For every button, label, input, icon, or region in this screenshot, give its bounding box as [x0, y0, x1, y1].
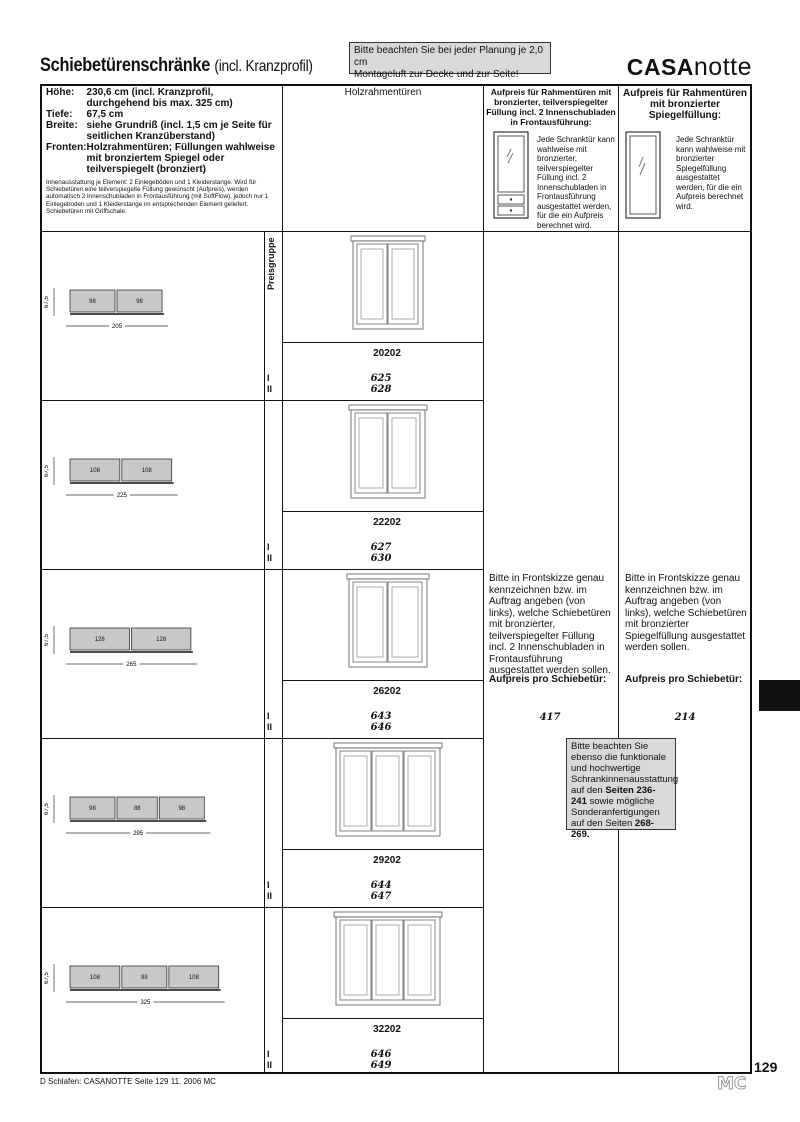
model-prices — [341, 711, 421, 733]
cabinet-front-drawing — [332, 234, 444, 334]
cabinet-front-drawing — [332, 910, 444, 1010]
col4-info-label: Aufpreis pro Schiebetür: — [625, 674, 743, 685]
floor-plan — [44, 282, 244, 342]
brand-logo — [627, 53, 752, 82]
model-number: 20202 — [373, 348, 401, 359]
model-divider-5 — [282, 1018, 483, 1019]
model-prices — [341, 542, 421, 564]
row-divider-1 — [42, 400, 483, 401]
price-group-labels — [267, 373, 272, 395]
model-divider-4 — [282, 849, 483, 850]
col4-surcharge-price: 214 — [674, 712, 696, 723]
cabinet-front-drawing — [332, 741, 444, 841]
teilverspiegelt-door-icon — [493, 131, 529, 219]
cabinet-crown — [351, 236, 425, 241]
col4-note: Jede Schranktür kann wahlweise mit bronzierter Spiegelfüllung ausgestattet werden, für die ein Aufpreis berechnet wird. — [676, 135, 746, 211]
footer: D Schlafen: CASANOTTE Seite 129 11. 2006 MC — [40, 1077, 216, 1086]
spec-value: 230,6 cm (incl. Kranzprofil, durchgehend bis max. 325 cm) — [86, 87, 233, 109]
segment-width-label: 88 — [133, 806, 141, 812]
spec-row — [46, 120, 278, 142]
price-group-label: II — [267, 722, 273, 732]
row-divider-2 — [42, 569, 483, 570]
depth-label: 67,5 — [44, 296, 50, 308]
door-panel — [376, 756, 399, 826]
model-number: 32202 — [373, 1024, 401, 1035]
segment-width-label: 128 — [156, 637, 167, 643]
price-value: 647 — [370, 891, 392, 902]
spec-value: 67,5 cm — [86, 109, 124, 120]
depth-label: 67,5 — [44, 972, 50, 984]
spec-block — [46, 87, 278, 215]
row-divider-4 — [42, 907, 483, 908]
price-value: 644 — [370, 880, 392, 891]
cabinet-crown — [347, 574, 429, 579]
spec-row — [46, 87, 278, 109]
col3-header: Aufpreis für Rahmentüren mit bronzierter, teilverspiegelter Füllung incl. 2 Innenschubladen in Frontausführung: — [486, 87, 616, 127]
segment-width-label: 98 — [89, 299, 96, 305]
price-group-labels — [267, 542, 272, 564]
model-number: 29202 — [373, 855, 401, 866]
price-group-label: II — [267, 891, 273, 901]
door-panel — [392, 249, 414, 319]
col2-header: Holzrahmentüren — [344, 87, 422, 98]
price-value: 625 — [370, 373, 392, 384]
logo-bold: CASA — [626, 54, 694, 80]
door-panel — [408, 756, 431, 826]
model-prices — [341, 1049, 421, 1071]
col-divider-2 — [483, 86, 484, 1072]
price-value: 649 — [370, 1060, 392, 1071]
preisgruppe-label: Preisgruppe — [266, 237, 276, 290]
price-group-labels — [267, 880, 272, 902]
depth-label: 67,5 — [44, 803, 50, 815]
depth-label: 67,5 — [44, 465, 50, 477]
callout-pages-2: 268-269. — [571, 818, 654, 840]
segment-width-label: 98 — [89, 806, 96, 812]
cabinet-front-drawing — [332, 572, 444, 672]
col4-info-text: Bitte in Frontskizze genau kennzeichnen bzw. im Auftrag angeben (von links), welche Schiebetüren mit bronzierter Spiegelfüllung ausgestattet werden sollen. — [625, 573, 747, 653]
price-group-label: I — [267, 711, 270, 721]
door-panel — [357, 587, 383, 657]
callout-pages-1: Seiten 236-241 — [571, 785, 656, 807]
cabinet-front-drawing — [332, 403, 444, 503]
price-value: 630 — [370, 553, 392, 564]
row-divider-3 — [42, 738, 483, 739]
spec-value: Holzrahmentüren; Füllungen wahlweise mit bronziertem Spiegel oder teilverspiegelt (bronziert) — [86, 142, 275, 175]
floor-plan — [44, 451, 244, 511]
spec-key: Höhe: — [46, 87, 75, 98]
segment-width-label: 108 — [188, 975, 199, 981]
col3-surcharge-price: 417 — [539, 712, 561, 723]
col3-info-label: Aufpreis pro Schiebetür: — [489, 674, 607, 685]
spec-row — [46, 109, 278, 120]
planning-note-line-2: Montageluft zur Decke und zur Seite! — [354, 69, 519, 80]
planning-note — [349, 42, 551, 80]
door-panel — [392, 418, 416, 488]
spiegel-door-icon — [625, 131, 661, 219]
model-number: 22202 — [373, 517, 401, 528]
col-divider-3 — [618, 86, 619, 1072]
col4-header: Aufpreis für Rahmentüren mit bronzierter Spiegelfüllung: — [623, 88, 747, 121]
spec-key: Breite: — [46, 120, 78, 131]
callout-mid: sowie mögliche Sonderanfertigungen auf den Seiten — [571, 796, 660, 829]
page-number: 129 — [754, 1059, 778, 1075]
door-panel — [408, 925, 431, 995]
cabinet-crown — [334, 912, 442, 917]
title-sub: (incl. Kranzprofil) — [214, 58, 313, 75]
preisgruppe-divider — [264, 231, 265, 1072]
spec-row — [46, 142, 278, 175]
planning-note-line-1: Bitte beachten Sie bei jeder Planung je 2,0 cm — [354, 45, 544, 68]
door-panel — [359, 418, 383, 488]
page-title — [40, 55, 313, 77]
door-panel — [376, 925, 399, 995]
price-group-label: I — [267, 880, 270, 890]
spec-key: Fronten: — [46, 142, 87, 153]
segment-width-label: 108 — [89, 468, 100, 474]
price-group-label: I — [267, 542, 270, 552]
logo-light: notte — [693, 53, 752, 81]
door-panel — [361, 249, 383, 319]
model-divider-1 — [282, 342, 483, 343]
price-group-label: I — [267, 1049, 270, 1059]
width-label: 295 — [133, 831, 144, 837]
spec-small-text: Innenausstattung je Element: 2 Einlegeböden und 1 Kleiderstange. Wird für Schiebetüren eine teilverspiegelte Füllung gewünscht (Aufpreis), werden automatisch 2 Innenschubladen in Frontausführung (mit SoftFlow), jedoch nur 1 Einlegeboden und 1 Kleiderstange im entsprechenden Element geliefert. Schiebetüren mit Griffschale. — [46, 179, 269, 215]
brand-mark: MC — [717, 1074, 747, 1094]
cabinet-crown — [349, 405, 427, 410]
door-panel — [392, 587, 418, 657]
col3-note: Jede Schranktür kann wahlweise mit bronzierter, teilverspiegelter Füllung incl. 2 Innenschubladen in Frontausführung ausgestattet werden, für die ein Aufpreis berechnet wird. — [537, 135, 615, 230]
model-prices — [341, 373, 421, 395]
price-value: 646 — [370, 1049, 392, 1060]
width-label: 225 — [116, 493, 127, 499]
price-group-labels — [267, 711, 272, 733]
price-group-labels — [267, 1049, 272, 1071]
col-divider-1 — [282, 86, 283, 1072]
title-main: Schiebetürenschränke — [40, 55, 211, 76]
price-group-label: II — [267, 553, 273, 563]
model-divider-3 — [282, 680, 483, 681]
price-value: 627 — [370, 542, 392, 553]
cabinet-crown — [334, 743, 442, 748]
segment-width-label: 108 — [89, 975, 100, 981]
width-label: 325 — [140, 1000, 151, 1006]
callout-pre: Bitte beachten Sie ebenso die funktionale und hochwertige Schrankinnenausstattung auf den — [571, 741, 679, 796]
callout-box — [566, 738, 679, 840]
floor-plan — [44, 958, 244, 1018]
segment-width-label: 128 — [94, 637, 105, 643]
door-panel — [344, 925, 367, 995]
width-label: 265 — [126, 662, 137, 668]
width-label: 205 — [112, 324, 123, 330]
price-group-label: II — [267, 1060, 273, 1070]
segment-width-label: 98 — [178, 806, 186, 812]
model-number: 26202 — [373, 686, 401, 697]
header-divider — [42, 231, 750, 232]
model-divider-2 — [282, 511, 483, 512]
model-prices — [341, 880, 421, 902]
segment-width-label: 98 — [136, 299, 143, 305]
spec-key: Tiefe: — [46, 109, 73, 120]
price-group-label: II — [267, 384, 273, 394]
floor-plan — [44, 620, 244, 680]
floor-plan — [44, 789, 244, 849]
price-value: 646 — [370, 722, 392, 733]
spec-table — [46, 87, 278, 175]
depth-label: 67,5 — [44, 634, 50, 646]
segment-width-label: 108 — [141, 468, 152, 474]
price-group-label: I — [267, 373, 270, 383]
price-value: 643 — [370, 711, 392, 722]
section-tab — [759, 680, 800, 711]
door-panel — [344, 756, 367, 826]
segment-width-label: 98 — [141, 975, 148, 981]
price-value: 628 — [370, 384, 392, 395]
spec-value: siehe Grundriß (incl. 1,5 cm je Seite für seitlichen Kranzüberstand) — [86, 120, 272, 142]
col3-info-text: Bitte in Frontskizze genau kennzeichnen bzw. im Auftrag angeben (von links), welche Schiebetüren mit bronzierter, teilverspiegelter Füllung incl. 2 Innenschubladen in Frontausführung ausgestattet werden sollen. — [489, 573, 611, 676]
